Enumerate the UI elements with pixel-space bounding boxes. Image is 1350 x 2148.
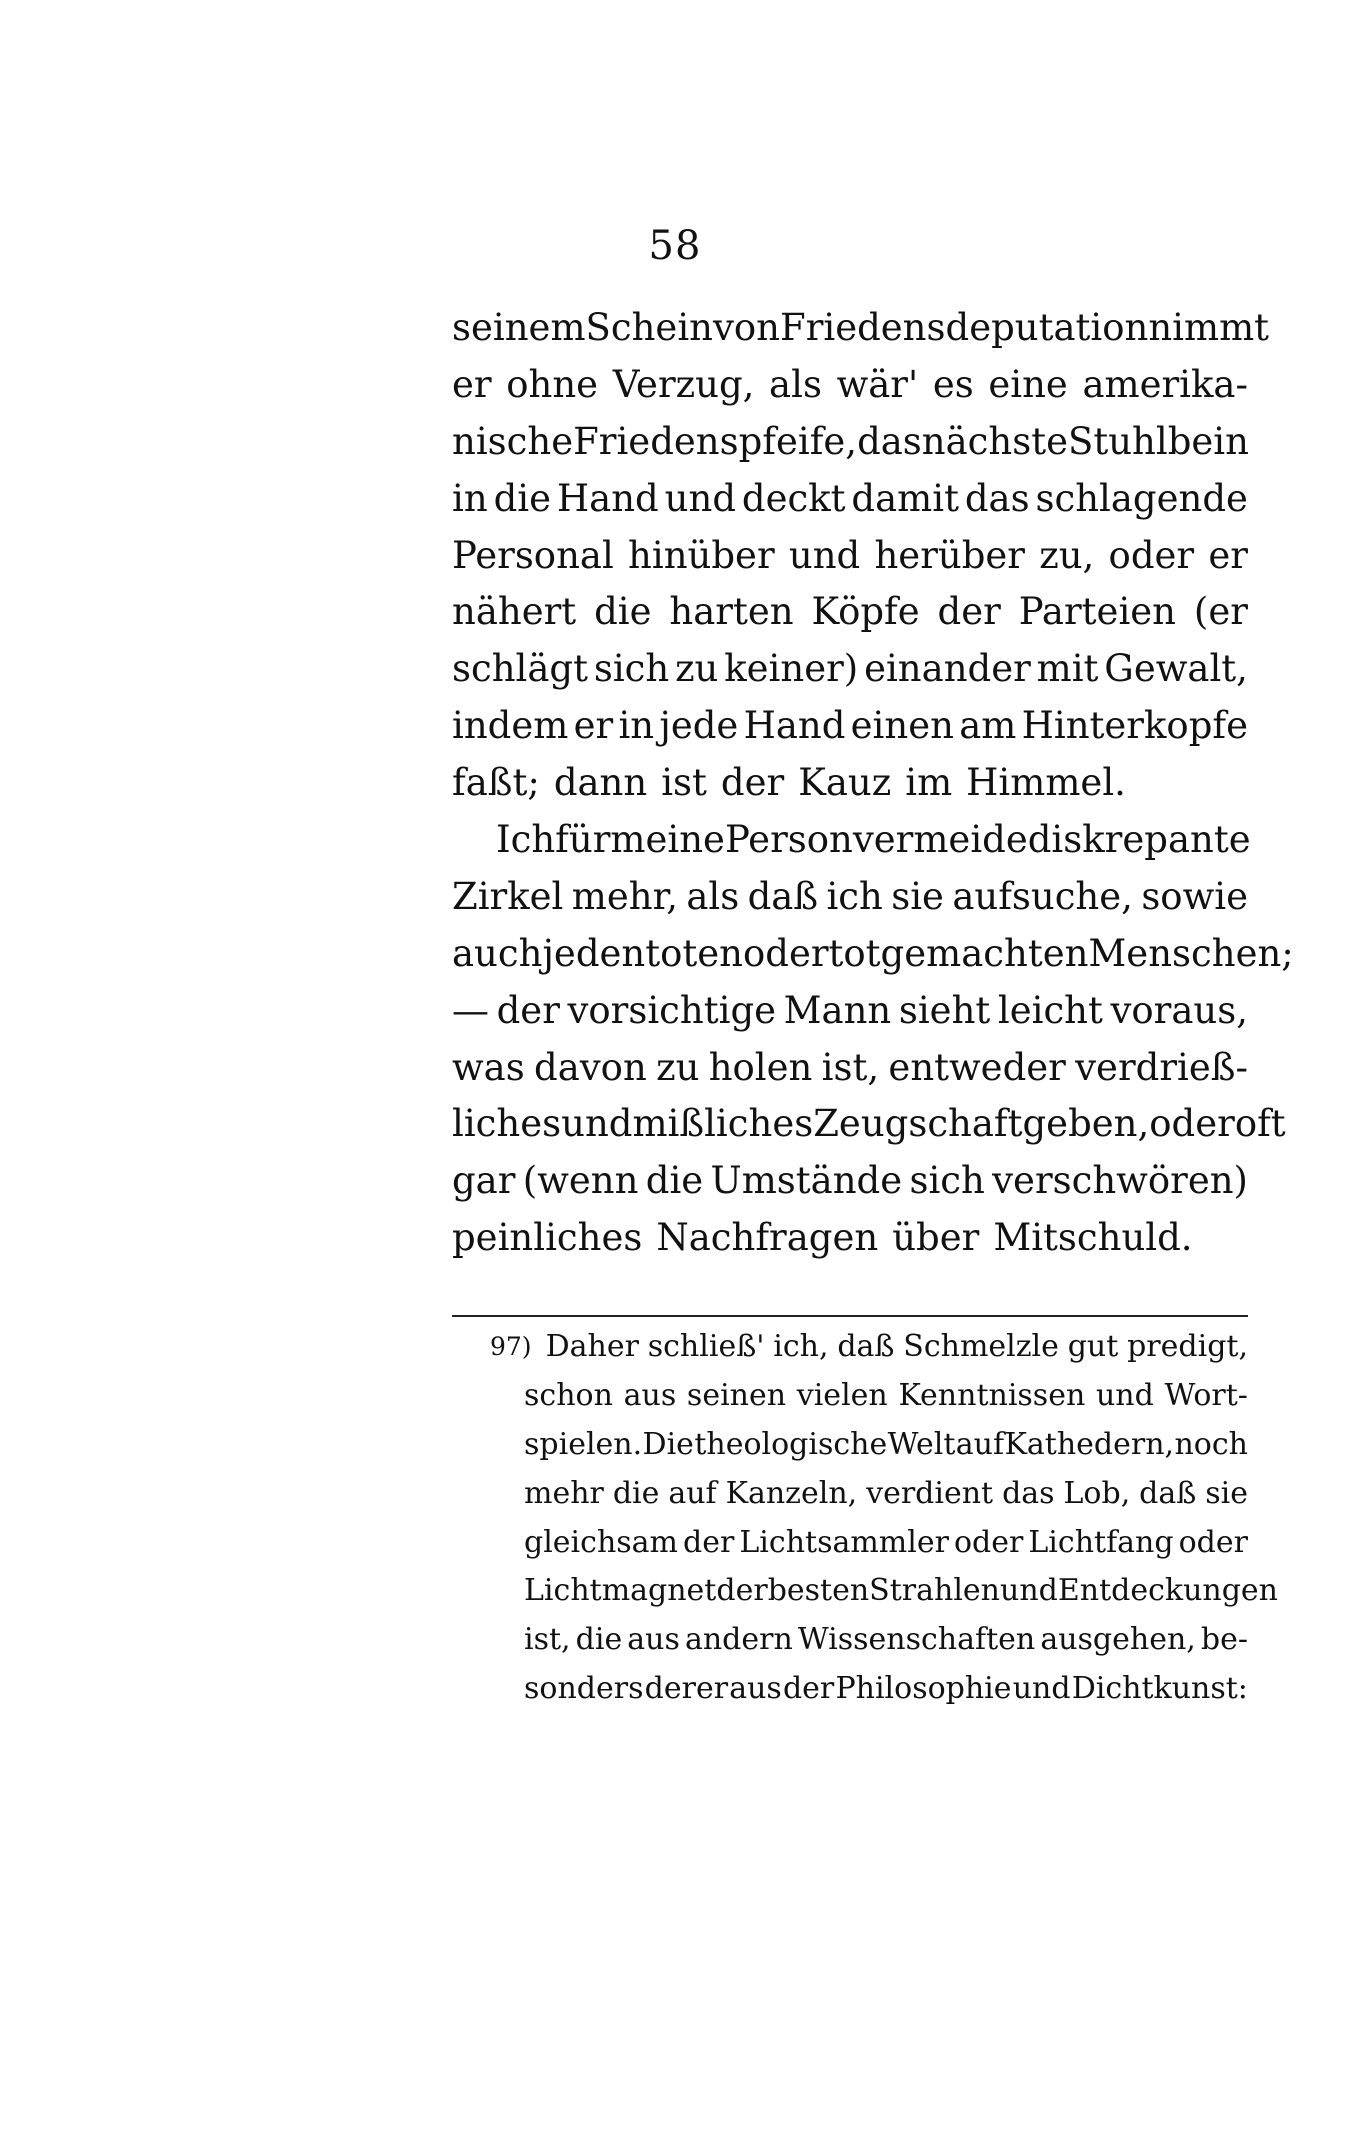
text-line — [452, 528, 1248, 585]
footnote-line-text — [546, 1323, 1248, 1372]
word: (wenn — [522, 1159, 639, 1203]
word: zu, — [1039, 533, 1095, 577]
word: hinüber — [628, 533, 775, 577]
word: schlagende — [1035, 476, 1248, 520]
word: auf — [955, 1426, 1005, 1462]
word: Ich — [496, 818, 556, 862]
word: vielen — [796, 1377, 888, 1413]
word: Personal — [452, 533, 614, 577]
word: andern — [684, 1622, 793, 1658]
word: deckt — [741, 476, 846, 520]
word: in — [452, 476, 488, 520]
word: Parteien — [1018, 590, 1177, 634]
text-line — [452, 926, 1294, 983]
word: Menschen; — [1088, 931, 1294, 975]
word: Wissenschaften — [797, 1622, 1036, 1658]
word: die — [575, 1622, 623, 1658]
word: amerika- — [1082, 362, 1248, 406]
word: einander — [864, 647, 1031, 691]
word: seinem — [452, 306, 586, 349]
text-line — [452, 1153, 1248, 1210]
word: indem — [452, 704, 569, 748]
word: noch — [1174, 1426, 1248, 1462]
word: be- — [1200, 1622, 1248, 1658]
word: oder — [1149, 1102, 1235, 1146]
word: er — [1208, 533, 1248, 577]
footnote-separator — [452, 1315, 1248, 1317]
word: oder — [742, 931, 829, 975]
word: Dichtkunst: — [1071, 1671, 1248, 1707]
word: aus — [623, 1377, 677, 1413]
word: aufsuche, — [952, 874, 1133, 918]
word: mit — [1036, 647, 1099, 691]
word: sonders — [524, 1671, 644, 1707]
word: Mitschuld. — [993, 1216, 1193, 1260]
word: Kauz — [798, 761, 892, 805]
word: der — [683, 1524, 735, 1560]
word: holen — [708, 1045, 813, 1089]
word: Verzug, — [612, 362, 755, 406]
word: sich — [909, 1159, 985, 1203]
word: oder — [953, 1524, 1024, 1560]
word: ist, — [821, 1045, 880, 1089]
word: und — [1000, 1573, 1058, 1609]
word: Strahlen — [869, 1573, 1000, 1609]
word: meine — [610, 818, 725, 862]
word: jede — [659, 704, 739, 748]
word: mißliches — [632, 1102, 814, 1146]
word: auf — [668, 1475, 717, 1511]
footnote-line — [490, 1665, 1248, 1714]
word: und — [788, 533, 861, 577]
word: schon — [524, 1377, 613, 1413]
text-line — [452, 983, 1248, 1040]
text-line — [452, 1096, 1286, 1153]
word: Zirkel — [452, 874, 564, 918]
word: die — [645, 1159, 704, 1203]
word: gut — [1067, 1329, 1119, 1364]
word: der — [716, 1573, 768, 1609]
word: Lob, — [1063, 1475, 1131, 1511]
footnote-line — [490, 1519, 1248, 1568]
word: zu — [675, 647, 719, 691]
footnote-line — [490, 1470, 1248, 1519]
text-line-paragraph-start — [452, 812, 1251, 869]
word: besten — [767, 1573, 870, 1609]
word: eine — [988, 362, 1068, 406]
word: als — [686, 874, 740, 918]
word: Lichtsammler — [739, 1524, 949, 1560]
word: verschwören) — [992, 1159, 1248, 1203]
word: daß — [1139, 1475, 1197, 1511]
footnote-line-first — [490, 1323, 1248, 1372]
word: Zeugschaftgeben, — [813, 1102, 1150, 1146]
word: oder — [1108, 533, 1195, 577]
word: keiner) — [724, 647, 859, 691]
word: Wort- — [1164, 1377, 1248, 1413]
text-line-paragraph-end — [452, 755, 1248, 812]
word: Welt — [887, 1426, 956, 1462]
word: zu — [656, 1045, 700, 1089]
word: Daher — [545, 1329, 639, 1364]
word: daß — [747, 874, 819, 918]
word: sie — [891, 874, 944, 918]
word: toten — [645, 931, 743, 975]
main-text — [452, 300, 1294, 1267]
word: (er — [1193, 590, 1248, 634]
word: ist, — [524, 1622, 571, 1658]
word: Hinterkopfe — [1021, 704, 1248, 748]
word: jeden — [542, 931, 646, 975]
text-line — [452, 584, 1248, 641]
word: vermeide — [852, 818, 1028, 862]
footnote-line — [490, 1567, 1278, 1616]
word: Friedenspfeife, — [573, 419, 858, 463]
word: Lichtmagnet — [524, 1573, 717, 1609]
word: und — [1012, 1671, 1071, 1707]
word: er — [573, 704, 614, 748]
word: schließ' — [647, 1329, 765, 1364]
word: mehr, — [571, 874, 678, 918]
word: faßt; — [452, 761, 540, 805]
word: sowie — [1141, 874, 1248, 918]
word: der — [782, 1671, 835, 1707]
word: schlägt — [452, 647, 588, 691]
word: spielen. — [524, 1426, 643, 1462]
text-line — [452, 471, 1248, 528]
word: die — [493, 476, 551, 520]
text-line-paragraph-end — [452, 1210, 1248, 1267]
word: der — [496, 988, 560, 1032]
word: voraus, — [1110, 988, 1248, 1032]
word: Lichtfang — [1028, 1524, 1174, 1560]
page-number: 58 — [648, 223, 702, 269]
word: gleichsam — [524, 1524, 678, 1560]
word: gar — [452, 1159, 516, 1203]
word: peinliches — [452, 1216, 643, 1260]
word: Nachfragen — [656, 1216, 879, 1260]
word: oft — [1234, 1102, 1286, 1146]
word: totgemachten — [828, 931, 1089, 975]
word: Schmelzle — [903, 1329, 1059, 1364]
word: es — [932, 362, 974, 406]
footnote — [490, 1323, 1278, 1714]
word: auch — [452, 931, 543, 975]
text-line — [452, 698, 1248, 755]
text-line — [452, 1040, 1248, 1097]
word: nimmt — [1148, 306, 1270, 349]
text-line — [452, 869, 1248, 926]
word: Mann — [783, 988, 892, 1032]
word: was — [452, 1045, 525, 1089]
word: verdient — [866, 1475, 994, 1511]
word: nähert — [452, 590, 577, 634]
footnote-line — [490, 1421, 1248, 1470]
word: mehr — [524, 1475, 604, 1511]
word: am — [959, 704, 1017, 748]
word: und — [664, 476, 737, 520]
word: vorsichtige — [567, 988, 777, 1032]
word: Köpfe — [811, 590, 920, 634]
word: dann — [553, 761, 648, 805]
word: einen — [850, 704, 954, 748]
word: sich — [593, 647, 670, 691]
word: verdrieß- — [1075, 1045, 1248, 1089]
word: wär' — [836, 362, 919, 406]
word: herüber — [874, 533, 1025, 577]
word: und — [1095, 1377, 1154, 1413]
word: in — [618, 704, 655, 748]
word: ausgehen, — [1040, 1622, 1196, 1658]
word: ist — [661, 761, 707, 805]
word: nächste — [921, 419, 1068, 463]
word: Schein — [585, 306, 713, 349]
word: liches — [452, 1102, 562, 1146]
word: über — [892, 1216, 980, 1260]
word: Kathedern, — [1004, 1426, 1175, 1462]
text-line — [452, 357, 1248, 414]
word: das — [964, 476, 1030, 520]
footnote-marker: 97) — [490, 1332, 532, 1361]
word: sieht — [898, 988, 991, 1032]
word: Friedensdeputation — [780, 306, 1149, 349]
word: Kenntnissen — [898, 1377, 1086, 1413]
word: seinen — [686, 1377, 787, 1413]
footnote-line — [490, 1616, 1248, 1665]
word: davon — [534, 1045, 647, 1089]
word: von — [713, 306, 781, 349]
word: daß — [837, 1329, 895, 1364]
word: für — [555, 818, 611, 862]
word: nische — [452, 419, 574, 463]
text-line — [452, 300, 1270, 357]
word: das — [857, 419, 922, 463]
word: im — [905, 761, 953, 805]
word: als — [769, 362, 822, 406]
word: er — [452, 362, 492, 406]
word: harten — [669, 590, 794, 634]
word: leicht — [997, 988, 1103, 1032]
word: damit — [851, 476, 959, 520]
word: die — [612, 1475, 660, 1511]
word: predigt, — [1127, 1329, 1248, 1364]
word: Gewalt, — [1104, 647, 1248, 691]
word: die — [594, 590, 652, 634]
word: ich — [826, 874, 883, 918]
word: Person — [724, 818, 853, 862]
word: der — [720, 761, 785, 805]
word: aus — [627, 1622, 680, 1658]
word: ohne — [506, 362, 599, 406]
word: oder — [1178, 1524, 1248, 1560]
word: aus — [729, 1671, 782, 1707]
word: das — [1002, 1475, 1055, 1511]
text-line — [452, 414, 1248, 471]
word: Stuhlbein — [1068, 419, 1249, 463]
word: derer — [644, 1671, 729, 1707]
word: Philosophie — [835, 1671, 1012, 1707]
word: Kanzeln, — [725, 1475, 858, 1511]
word: theologische — [694, 1426, 888, 1462]
word: sie — [1205, 1475, 1248, 1511]
word: ich, — [773, 1329, 829, 1364]
word: Hand — [743, 704, 846, 748]
word: Umstände — [710, 1159, 903, 1203]
word: entweder — [888, 1045, 1066, 1089]
text-line — [452, 641, 1248, 698]
word: diskrepante — [1027, 818, 1251, 862]
word: Entdeckungen — [1057, 1573, 1278, 1609]
word: und — [561, 1102, 633, 1146]
word: Die — [642, 1426, 694, 1462]
word: Hand — [556, 476, 659, 520]
footnote-line — [490, 1372, 1248, 1421]
word: Himmel. — [966, 761, 1126, 805]
word: — — [452, 988, 489, 1032]
word: der — [937, 590, 1001, 634]
